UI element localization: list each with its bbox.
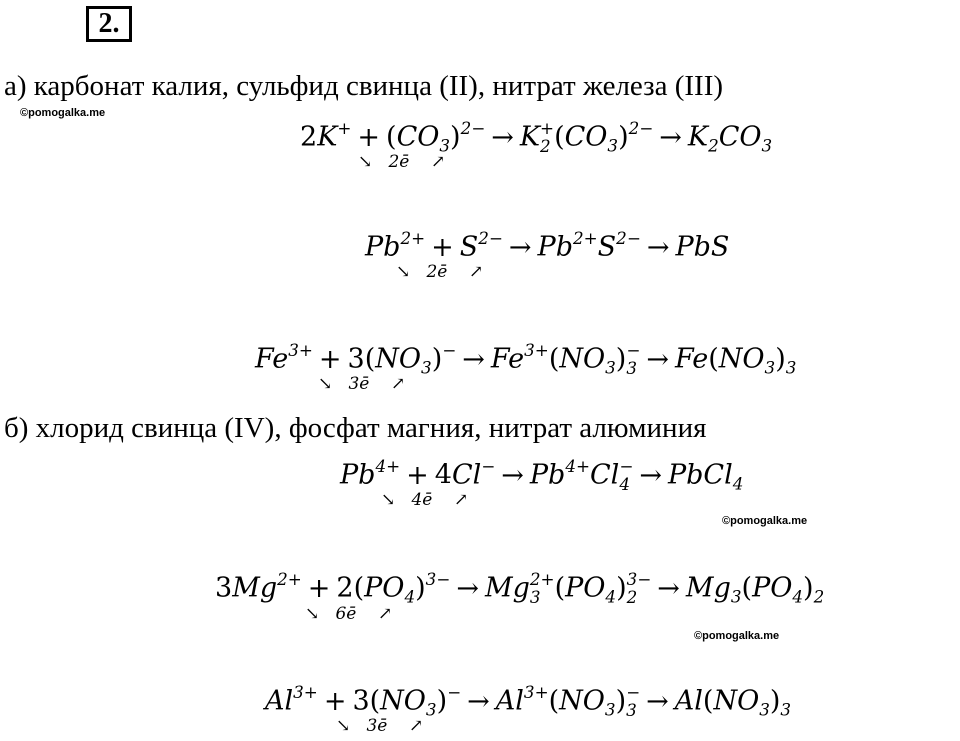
electron-transfer-annotation: ↘ 2ē ↗ xyxy=(358,152,446,172)
arrow-down-icon: ↘ xyxy=(381,490,396,510)
electron-transfer-annotation: ↘ 3ē ↗ xyxy=(336,716,424,736)
equation-iron-nitrate: $Fe^{3+} + 3(NO_3)^- \to Fe^{3+}(NO_3)$ − 3 → $Fe(NO_3)_3$ xyxy=(255,340,797,378)
arrow-up-icon: ↗ xyxy=(468,262,484,282)
equation-magnesium-phosphate: $3Mg^{2+} + 2(PO_4)^{3-} \to Mg$ 2+ 3 $(PO_4)$ 3− 2 → $Mg_3(PO_4)_2$ xyxy=(215,569,825,607)
task-number: 2. xyxy=(86,6,132,42)
part-a-heading: а) карбонат калия, сульфид свинца (II), нитрат железа (III) xyxy=(4,70,724,102)
watermark: ©pomogalka.me xyxy=(20,107,106,119)
arrow-down-icon: ↘ xyxy=(336,716,351,736)
arrow-up-icon: ↗ xyxy=(377,604,393,624)
arrow-down-icon: ↘ xyxy=(318,374,333,394)
equation-lead-chloride: $Pb^{4+} + 4Cl^- \to Pb^{4+}Cl$ − 4 → PbCl$_4$ xyxy=(340,456,744,494)
watermark: ©pomogalka.me xyxy=(694,630,780,642)
watermark: ©pomogalka.me xyxy=(722,515,808,527)
arrow-down-icon: ↘ xyxy=(305,604,320,624)
equation-potassium-carbonate: $2K^+ + (CO_3)^{2-} \to K$ + 2 $(CO_3)^{2-} \to K_2CO_3$ xyxy=(300,118,773,156)
electron-transfer-annotation: ↘ 2ē ↗ xyxy=(396,262,484,282)
arrow-up-icon: ↗ xyxy=(408,716,424,736)
equation-aluminium-nitrate: $Al^{3+} + 3(NO_3)^- \to Al^{3+}(NO_3)$ − 3 → $Al(NO_3)_3$ xyxy=(265,682,792,720)
part-b-heading: б) хлорид свинца (IV), фосфат магния, нитрат алюминия xyxy=(4,412,707,444)
equation-lead-sulfide: $Pb^{2+} + S^{2-} \to Pb^{2+}S^{2-}$ → PbS xyxy=(365,228,730,263)
electron-transfer-annotation: ↘ 3ē ↗ xyxy=(318,374,406,394)
arrow-down-icon: ↘ xyxy=(358,152,373,172)
arrow-up-icon: ↗ xyxy=(390,374,406,394)
arrow-down-icon: ↘ xyxy=(396,262,411,282)
arrow-up-icon: ↗ xyxy=(453,490,469,510)
arrow-up-icon: ↗ xyxy=(430,152,446,172)
electron-transfer-annotation: ↘ 4ē ↗ xyxy=(381,490,469,510)
electron-transfer-annotation: ↘ 6ē ↗ xyxy=(305,604,393,624)
